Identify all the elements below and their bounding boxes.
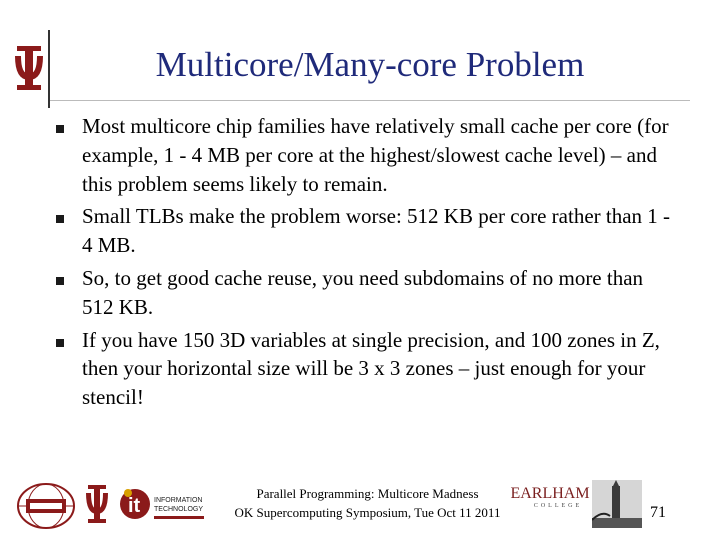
bullet-text: Small TLBs make the problem worse: 512 KB per core rather than 1 - 4 MB.	[82, 204, 671, 258]
bullet-item	[52, 326, 672, 412]
bullet-text: Most multicore chip families have relatively small cache per core (for example, 1 - 4 MB per core at the highest/slowest cache level) – and this problem seems likely to remain.	[82, 114, 669, 196]
it-logo-icon	[118, 484, 208, 526]
bullet-square-icon	[56, 125, 64, 133]
title-horizontal-divider	[50, 100, 690, 101]
bullet-square-icon	[56, 215, 64, 223]
earlham-logo-icon	[508, 483, 592, 509]
page-number: 71	[650, 504, 666, 521]
footer-line-1: Parallel Programming: Multicore Madness	[256, 486, 479, 501]
slide-title: Multicore/Many-core Problem	[155, 45, 585, 84]
footer-caption	[210, 484, 525, 522]
it-logo	[118, 484, 208, 526]
it-logo-letters: it	[128, 495, 141, 517]
it-logo-line1: INFORMATION	[154, 497, 203, 504]
bullet-square-icon	[56, 339, 64, 347]
bullet-list	[52, 112, 672, 416]
tower-photo-icon	[592, 480, 642, 528]
bullet-item	[52, 202, 672, 260]
earlham-logo-name: EARLHAM	[510, 485, 590, 502]
ou-logo-icon	[12, 44, 46, 92]
bullet-text: If you have 150 3D variables at single precision, and 100 zones in Z, then your horizontal size will be 3 x 3 zones – just enough for your stencil!	[82, 327, 660, 410]
oscer-logo-icon	[16, 482, 76, 530]
earlham-logo-sub: COLLEGE	[533, 503, 583, 509]
footer-line-2: OK Supercomputing Symposium, Tue Oct 11 2011	[234, 505, 501, 520]
it-logo-line2: TECHNOLOGY	[154, 506, 204, 513]
bullet-square-icon	[56, 277, 64, 285]
bullet-item	[52, 112, 672, 198]
title-vertical-divider	[48, 30, 50, 108]
ou-small-logo-icon	[84, 484, 110, 524]
bullet-text: So, to get good cache reuse, you need subdomains of no more than 512 KB.	[82, 265, 644, 319]
bullet-item	[52, 264, 672, 322]
